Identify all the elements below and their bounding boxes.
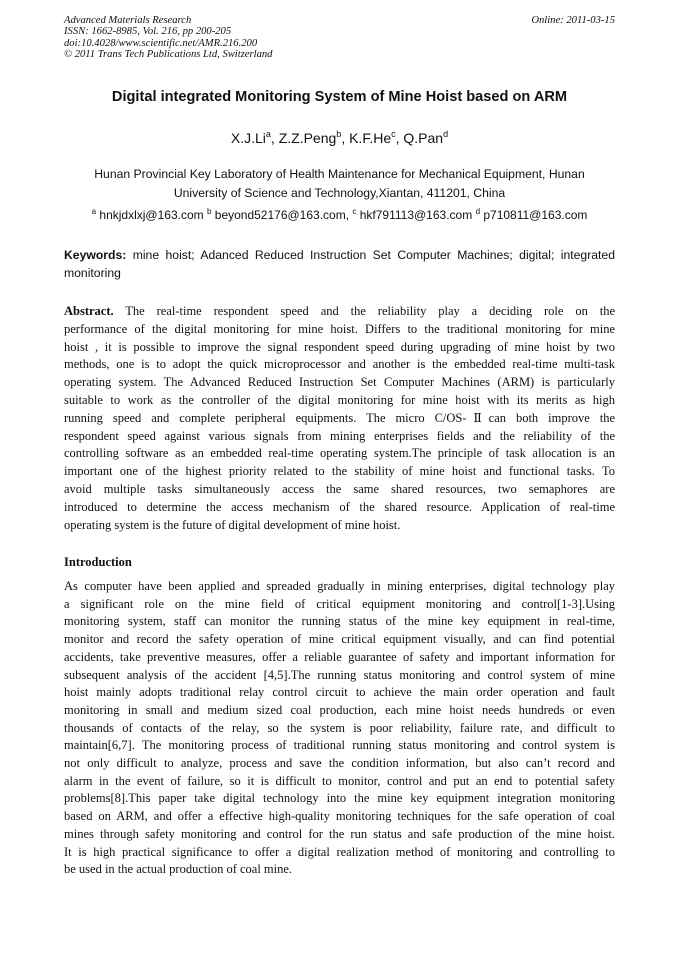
abstract-line: controlling software as an embedded real-time operating system.The principle of task allocation is an xyxy=(64,446,615,461)
intro-line: a significant role on the mine field of critical equipment monitoring and control[1-3].Using xyxy=(64,596,615,611)
intro-line: hoist mainly adopts traditional relay control circuit to achieve the main order operation and fault xyxy=(64,685,615,700)
affiliation-line: Hunan Provincial Key Laboratory of Health Maintenance for Mechanical Equipment, Hunan xyxy=(94,167,585,181)
abstract-line: respondent speed against various signals from mining enterprises fields and the reliability of the xyxy=(64,428,615,443)
intro-line: based on ARM, and offer a effective high-quality monitoring techniques for the safe operation of coal xyxy=(64,809,615,824)
author-name: Z.Z.Peng xyxy=(278,130,337,146)
keywords-text: mine hoist; Adanced Reduced Instruction Set Computer Machines; digital; integrated xyxy=(126,248,615,262)
journal-name: Advanced Materials Research xyxy=(64,15,192,26)
intro-line: monitoring in small and medium sized coal production, each mine hoist needs hundreds or even xyxy=(64,702,615,717)
keywords xyxy=(64,247,615,282)
abstract-line: introduced to determine the access mechanism of the shared resource. Application of real-time xyxy=(64,499,615,514)
intro-line: thousands of contacts of the relay, so the system is poor reliability, failure rate, and difficult to xyxy=(64,720,615,735)
author-list: X.J.Li$^a$, Z.Z.Peng$^b$, K.F.He$^c$, Q.Pan$^d$ xyxy=(230,129,449,146)
intro-line: It is high practical significance to offer a digital realization method of monitoring and controlling to xyxy=(64,844,615,859)
intro-line: problems[8].This paper take digital technology into the mine key equipment integration monitoring xyxy=(64,791,615,806)
intro-line: As computer have been applied and spreaded gradually in mining enterprises, digital technology play xyxy=(64,579,615,593)
intro-line: not only difficult to analyze, process and save the condition information, but also can’t record and xyxy=(64,756,615,771)
issn-line: ISSN: 1662-8985, Vol. 216, pp 200-205 xyxy=(64,26,232,38)
intro-line: monitoring system, staff can monitor the running status of the mine key equipment in real-time, xyxy=(64,614,615,629)
email-address[interactable]: hnkjdxlxj@163.com xyxy=(99,208,204,222)
affiliation-line: University of Science and Technology,Xiantan, 411201, China xyxy=(173,186,506,200)
email-mark: b xyxy=(206,207,212,216)
keywords-text: monitoring xyxy=(64,265,121,280)
author-mark: a xyxy=(265,129,271,139)
intro-line: alarm in the event of failure, so it is difficult to monitor, control and put an end to potential safety xyxy=(64,773,615,788)
email-address[interactable]: p710811@163.com xyxy=(483,208,588,222)
author-mark: b xyxy=(336,129,342,139)
copyright-line: © 2011 Trans Tech Publications Ltd, Switzerland xyxy=(64,49,273,61)
intro-line: maintain[6,7]. The monitoring process of traditional running status monitoring and control system is xyxy=(64,738,615,753)
abstract-line: suitable to work as the controller of the digital monitoring for mine hoist with its merits as high xyxy=(64,392,615,407)
email-address[interactable]: hkf791113@163.com xyxy=(359,208,473,222)
paper-title: Digital integrated Monitoring System of Mine Hoist based on ARM xyxy=(111,89,568,105)
intro-line: subsequent analysis of the accident [4,5].The running status monitoring and control system of mine xyxy=(64,667,615,682)
author-name: Q.Pan xyxy=(403,130,444,146)
section-heading-introduction: Introduction xyxy=(64,555,132,569)
intro-line: monitor and record the safety operation of mine critical equipment visually, and can find potential xyxy=(64,632,615,647)
author-mark: d xyxy=(443,129,449,139)
abstract-line: The real-time respondent speed and the reliability play a deciding role on the xyxy=(113,304,615,318)
author-name: K.F.He xyxy=(349,130,392,146)
online-date: Online: 2011-03-15 xyxy=(531,15,615,26)
abstract xyxy=(64,303,615,534)
abstract-line: hoist , it is possible to improve the signal respondent speed during upgrading of mine hoist by two xyxy=(64,339,615,354)
email-mark: a xyxy=(91,207,97,216)
intro-line: mines through safety monitoring and control for the run status and safe production of the mine hoist. xyxy=(64,826,615,841)
abstract-line: avoid multiple tasks simultaneously access the same shared resources, two semaphores are xyxy=(64,481,615,496)
email-address[interactable]: beyond52176@163.com, xyxy=(214,208,350,222)
keywords-label: Keywords: xyxy=(64,248,127,262)
abstract-line: operating system is the future of digital development of mine hoist. xyxy=(64,517,401,532)
affiliation xyxy=(64,165,615,203)
email-mark: c xyxy=(352,207,357,216)
abstract-line: running speed and complete peripheral equipments. The micro C/OS-Ⅱcan both improve the xyxy=(64,410,615,425)
journal-header xyxy=(64,15,615,61)
author-name: X.J.Li xyxy=(230,130,266,146)
email-mark: d xyxy=(475,207,481,216)
author-mark: c xyxy=(391,129,396,139)
abstract-line: methods, one is to adopt the quick microprocessor and another is the embedded real-time multi-task xyxy=(64,357,615,372)
doi-line: doi:10.4028/www.scientific.net/AMR.216.200 xyxy=(64,37,258,49)
abstract-label: Abstract. xyxy=(64,304,114,318)
email-list xyxy=(64,207,615,222)
introduction-body xyxy=(64,578,615,879)
intro-line: accidents, take preventive measures, offer a reliable guarantee of safety and important information for xyxy=(64,649,615,664)
intro-line: be used in the actual production of coal mine. xyxy=(64,862,293,877)
abstract-line: performance of the digital monitoring for mine hoist. Differs to the traditional monitoring for mine xyxy=(64,321,615,336)
abstract-line: operating system. The Advanced Reduced Instruction Set Computer Machines (ARM) is particularly xyxy=(64,375,615,390)
abstract-line: important one of the highest priority related to the stability of mine hoist and functional tasks. To xyxy=(64,464,615,479)
